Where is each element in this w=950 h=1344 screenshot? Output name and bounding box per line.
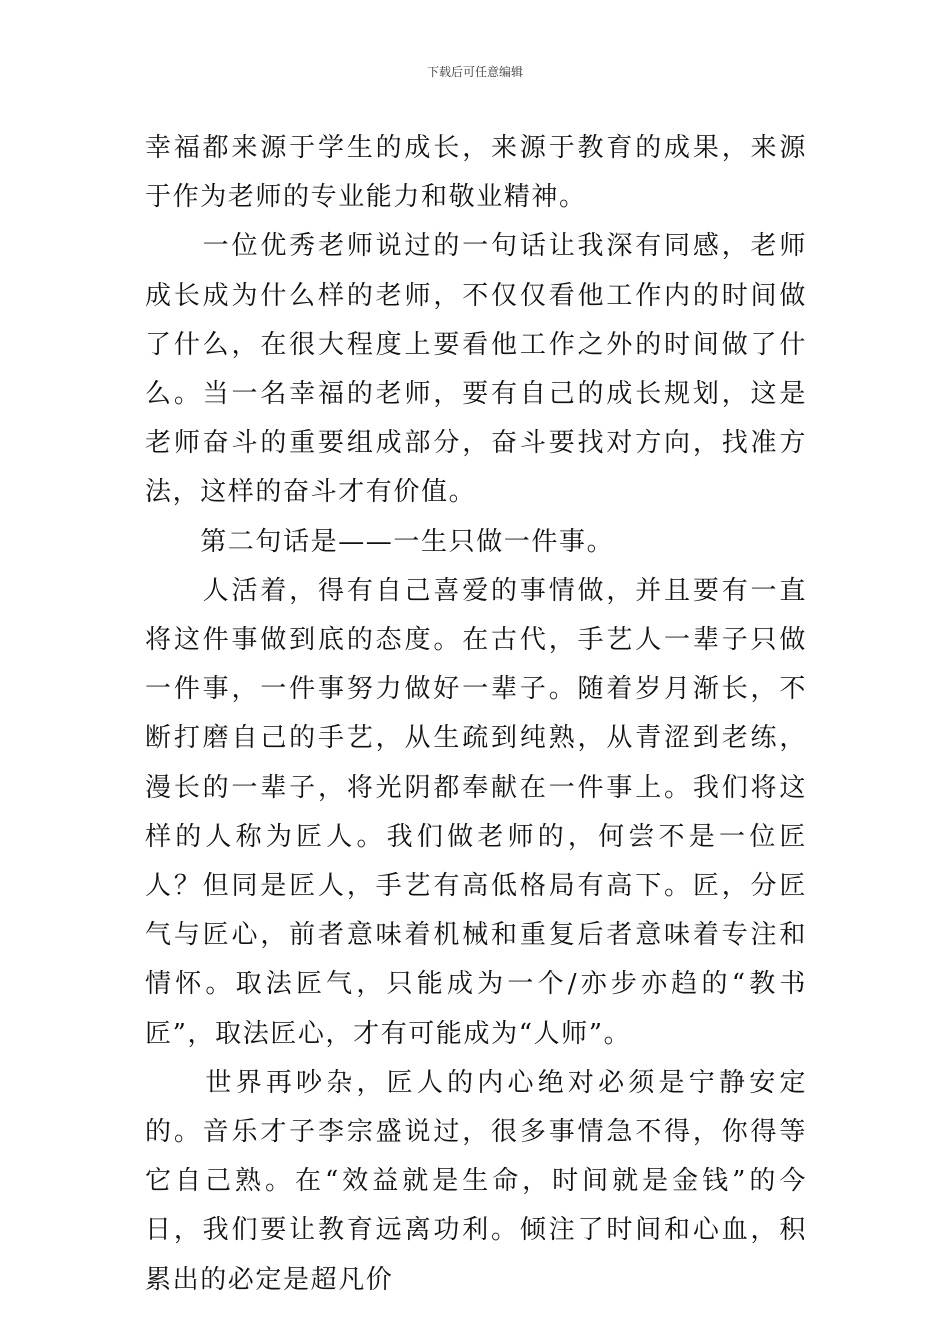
page-header-note: 下载后可任意编辑 [426, 65, 523, 79]
paragraph-4: 人活着，得有自己喜爱的事情做，并且要有一直将这件事做到底的态度。在古代，手艺人一辈子只做一件事，一件事努力做好一辈子。随着岁月渐长，不断打磨自己的手艺，从生疏到纯熟，从青涩到老练，漫长的一辈子，将光阴都奉献在一件事上。我们将这样的人称为匠人。我们做老师的，何尝不是一位匠人？但同是匠人，手艺有高低格局有高下。匠，分匠气与匠心，前者意味着机械和重复后者意味着专注和情怀。取法匠气，只能成为一个/亦步亦趋的“教书匠”，取法匠心，才有可能成为“人师”。 [145, 575, 807, 1049]
paragraph-3: 第二句话是——一生只做一件事。 [145, 526, 615, 557]
paragraph-1: 幸福都来源于学生的成长，来源于教育的成果，来源于作为老师的专业能力和敬业精神。 [145, 133, 807, 213]
document-body [145, 124, 807, 1305]
paragraph-5: 世界再吵杂，匠人的内心绝对必须是宁静安定的。音乐才子李宗盛说过，很多事情急不得，你得等它自己熟。在“效益就是生命，时间就是金钱”的今日，我们要让教育远离功利。倾注了时间和心血，积累出的必定是超凡价 [145, 1067, 807, 1295]
paragraph-2: 一位优秀老师说过的一句话让我深有同感，老师成长成为什么样的老师，不仅仅看他工作内的时间做了什么，在很大程度上要看他工作之外的时间做了什么。当一名幸福的老师，要有自己的成长规划，这是老师奋斗的重要组成部分，奋斗要找对方向，找准方法，这样的奋斗才有价值。 [145, 231, 807, 508]
